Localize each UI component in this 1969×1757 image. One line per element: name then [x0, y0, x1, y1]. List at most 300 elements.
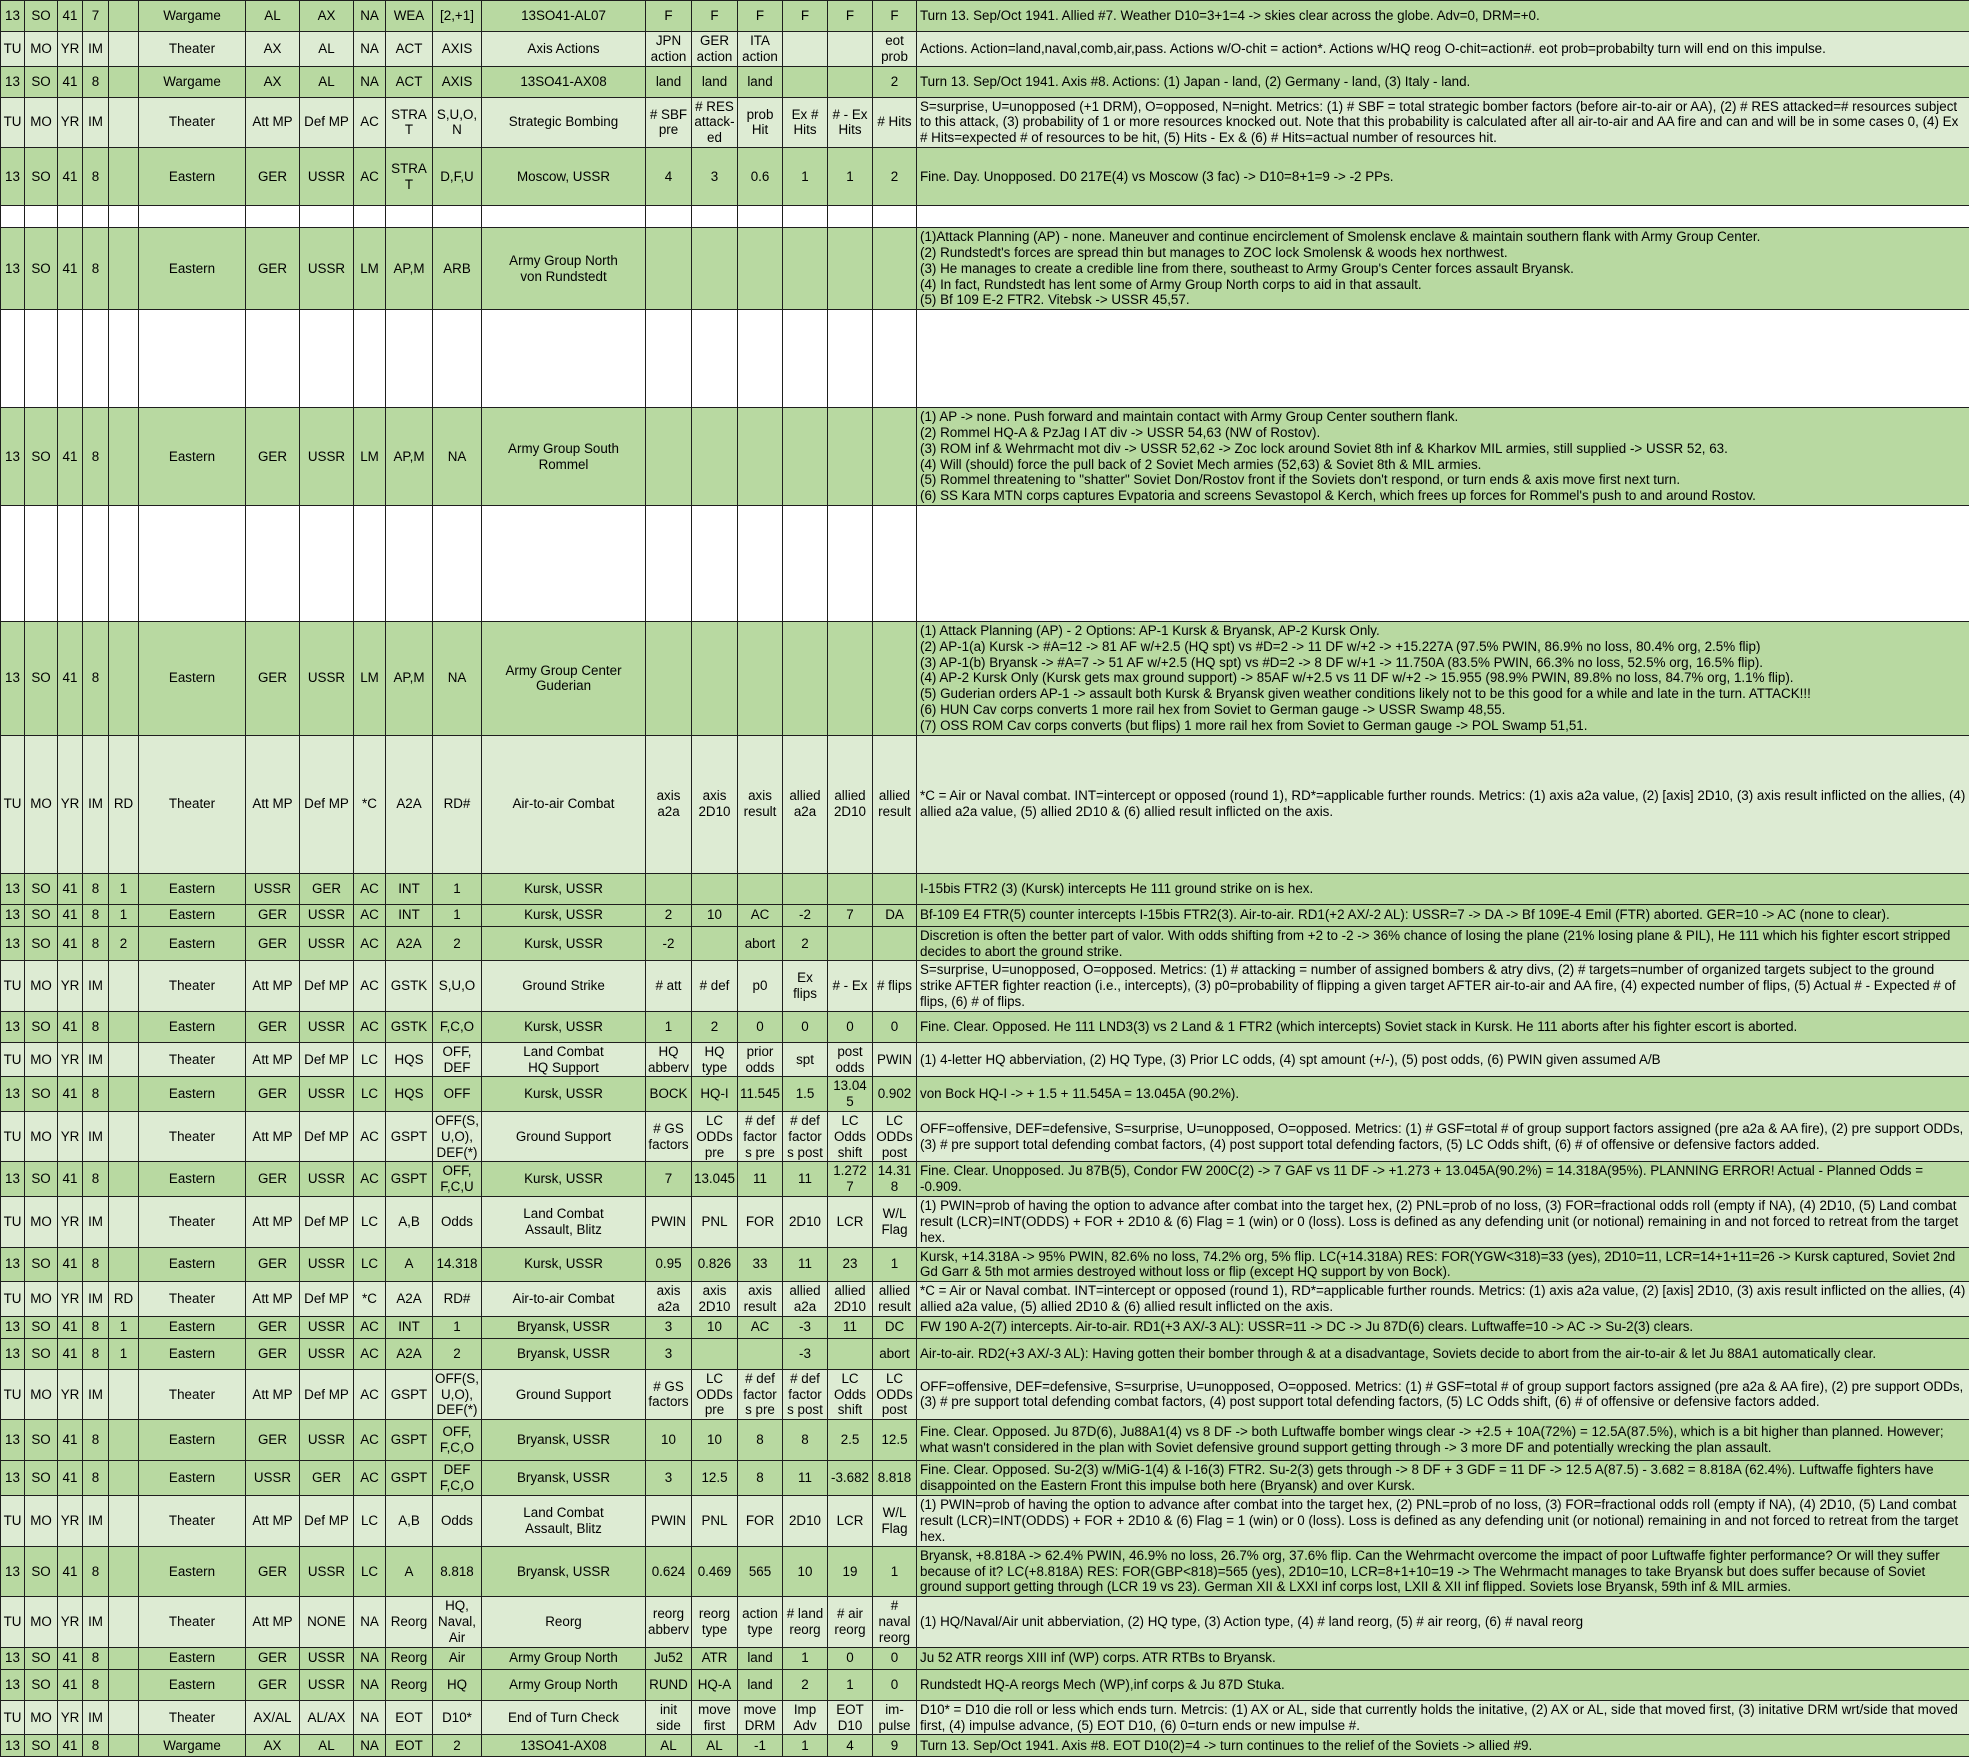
- cell-metric-2[interactable]: [692, 1338, 738, 1369]
- cell-description[interactable]: Kursk, USSR: [482, 1011, 646, 1042]
- cell-metric-2[interactable]: GER action: [692, 32, 738, 67]
- cell-param[interactable]: NA: [433, 622, 482, 736]
- cell-turn[interactable]: TU: [1, 1369, 25, 1419]
- cell-description[interactable]: Army Group North: [482, 1647, 646, 1669]
- cell-metric-6[interactable]: # flips: [873, 961, 917, 1011]
- cell-metric-6[interactable]: [873, 408, 917, 506]
- cell-description[interactable]: Kursk, USSR: [482, 1162, 646, 1197]
- cell-impulse[interactable]: 8: [83, 1011, 109, 1042]
- cell-metric-1[interactable]: [646, 622, 692, 736]
- cell-description[interactable]: Kursk, USSR: [482, 1077, 646, 1112]
- cell-metric-3[interactable]: 33: [738, 1247, 783, 1282]
- cell-param[interactable]: F,C,O: [433, 1011, 482, 1042]
- cell-metric-5[interactable]: [828, 32, 873, 67]
- cell-theater[interactable]: Theater: [139, 1700, 246, 1735]
- cell-param[interactable]: OFF, F,C,U: [433, 1162, 482, 1197]
- cell-metric-5[interactable]: [828, 408, 873, 506]
- cell-month[interactable]: SO: [25, 66, 58, 97]
- cell-month[interactable]: SO: [25, 904, 58, 926]
- cell-turn[interactable]: 13: [1, 1669, 25, 1700]
- cell-action-code[interactable]: [386, 506, 433, 622]
- cell-param[interactable]: AXIS: [433, 32, 482, 67]
- cell-description[interactable]: [482, 506, 646, 622]
- cell-turn[interactable]: 13: [1, 1077, 25, 1112]
- cell-theater[interactable]: Theater: [139, 1112, 246, 1162]
- cell-metric-6[interactable]: 8.818: [873, 1461, 917, 1496]
- cell-year[interactable]: 41: [58, 926, 83, 961]
- cell-year[interactable]: 41: [58, 1669, 83, 1700]
- cell-att-mp[interactable]: GER: [246, 1420, 300, 1461]
- cell-metric-2[interactable]: [692, 926, 738, 961]
- cell-att-mp[interactable]: USSR: [246, 1461, 300, 1496]
- cell-metric-2[interactable]: 0.826: [692, 1247, 738, 1282]
- cell-metric-2[interactable]: HQ-A: [692, 1669, 738, 1700]
- cell-metric-1[interactable]: [646, 408, 692, 506]
- cell-year[interactable]: [58, 506, 83, 622]
- cell-round[interactable]: [109, 206, 139, 228]
- cell-action-code[interactable]: HQS: [386, 1042, 433, 1077]
- cell-param[interactable]: AXIS: [433, 66, 482, 97]
- cell-metric-3[interactable]: prior odds: [738, 1042, 783, 1077]
- cell-metric-5[interactable]: [828, 873, 873, 904]
- cell-description[interactable]: Strategic Bombing: [482, 97, 646, 147]
- cell-theater[interactable]: Wargame: [139, 1735, 246, 1757]
- cell-month[interactable]: MO: [25, 1197, 58, 1247]
- cell-notes[interactable]: (1) PWIN=prob of having the option to advance after combat into the target hex, (2) PNL=prob of no loss, (3) FOR=fractional odds roll (empty if NA), (4) 2D10, (5) Land combat result (LCR)=INT(ODDS) + FOR + 2D10 & (6) Flag = 1 (win) or 0 (loss). Loss is defined as any defending unit (or notional) remaining in and not forced to retreat from the target hex.: [917, 1495, 1969, 1546]
- cell-month[interactable]: SO: [25, 873, 58, 904]
- cell-metric-2[interactable]: HQ-I: [692, 1077, 738, 1112]
- cell-metric-3[interactable]: [738, 228, 783, 310]
- cell-metric-2[interactable]: ATR: [692, 1647, 738, 1669]
- cell-metric-4[interactable]: Ex # Hits: [783, 97, 828, 147]
- cell-def-mp[interactable]: USSR: [300, 1420, 354, 1461]
- cell-def-mp[interactable]: USSR: [300, 408, 354, 506]
- cell-combat-code[interactable]: AC: [354, 961, 386, 1011]
- cell-notes[interactable]: (1) AP -> none. Push forward and maintain contact with Army Group Center southern flank. (2) Rommel HQ-A & PzJag I AT div -> USSR 54,63 (NW of Rostov). (3) ROM inf & Wehrmacht mot div -> USSR 52,62 -> Zoc lock around Soviet 8th inf & Kharkov MIL armies, still supplied -> USSR 52, 63. (4) Will (should) force the pull back of 2 Soviet Mech armies (52,63) & Soviet 8th & MIL armies. (5) Rommel threatening to "shatter" Soviet Don/Rostov front if the Soviets don't respond, or turn ends & axis move first next turn. (6) SS Kara MTN corps captures Evpatoria and screens Sevastopol & Kerch, which frees up forces for Rommel's push to and around Rostov.: [917, 408, 1969, 506]
- cell-metric-1[interactable]: reorg abberv: [646, 1597, 692, 1647]
- cell-def-mp[interactable]: USSR: [300, 622, 354, 736]
- cell-metric-1[interactable]: Ju52: [646, 1647, 692, 1669]
- cell-metric-1[interactable]: [646, 873, 692, 904]
- cell-notes[interactable]: Fine. Clear. Opposed. Su-2(3) w/MiG-1(4) & I-16(3) FTR2. Su-2(3) gets through -> 8 DF + 3 GDF = 11 DF -> 12.5 A(87.5) - 3.682 = 8.818A (62.4%). Luftwaffe fighters have disappointed on the Eastern Front this impulse both here (Bryansk) and over Kursk.: [917, 1461, 1969, 1496]
- cell-metric-4[interactable]: allied a2a: [783, 735, 828, 873]
- cell-round[interactable]: [109, 1420, 139, 1461]
- cell-combat-code[interactable]: LC: [354, 1077, 386, 1112]
- cell-month[interactable]: SO: [25, 148, 58, 206]
- cell-att-mp[interactable]: Att MP: [246, 1369, 300, 1419]
- cell-month[interactable]: SO: [25, 1, 58, 32]
- cell-action-code[interactable]: EOT: [386, 1735, 433, 1757]
- cell-def-mp[interactable]: [300, 206, 354, 228]
- cell-metric-3[interactable]: axis result: [738, 1282, 783, 1317]
- cell-combat-code[interactable]: AC: [354, 904, 386, 926]
- cell-turn[interactable]: 13: [1, 1, 25, 32]
- cell-turn[interactable]: 13: [1, 1420, 25, 1461]
- cell-metric-5[interactable]: 2.5: [828, 1420, 873, 1461]
- cell-metric-4[interactable]: 8: [783, 1420, 828, 1461]
- cell-metric-2[interactable]: 10: [692, 1316, 738, 1338]
- cell-param[interactable]: Odds: [433, 1197, 482, 1247]
- cell-month[interactable]: MO: [25, 1597, 58, 1647]
- cell-year[interactable]: 41: [58, 1338, 83, 1369]
- cell-turn[interactable]: 13: [1, 622, 25, 736]
- cell-def-mp[interactable]: USSR: [300, 1077, 354, 1112]
- cell-theater[interactable]: Theater: [139, 1369, 246, 1419]
- cell-param[interactable]: RD#: [433, 735, 482, 873]
- cell-metric-4[interactable]: 2D10: [783, 1197, 828, 1247]
- cell-param[interactable]: 8.818: [433, 1546, 482, 1596]
- cell-metric-1[interactable]: [646, 228, 692, 310]
- cell-def-mp[interactable]: [300, 506, 354, 622]
- cell-month[interactable]: SO: [25, 1420, 58, 1461]
- cell-metric-4[interactable]: # def factors post: [783, 1112, 828, 1162]
- cell-param[interactable]: HQ: [433, 1669, 482, 1700]
- cell-impulse[interactable]: IM: [83, 1700, 109, 1735]
- cell-att-mp[interactable]: GER: [246, 408, 300, 506]
- cell-att-mp[interactable]: GER: [246, 1669, 300, 1700]
- cell-impulse[interactable]: [83, 206, 109, 228]
- cell-round[interactable]: [109, 228, 139, 310]
- cell-month[interactable]: SO: [25, 228, 58, 310]
- cell-att-mp[interactable]: GER: [246, 148, 300, 206]
- cell-metric-1[interactable]: [646, 506, 692, 622]
- cell-def-mp[interactable]: USSR: [300, 1669, 354, 1700]
- cell-metric-2[interactable]: PNL: [692, 1495, 738, 1546]
- cell-att-mp[interactable]: GER: [246, 1247, 300, 1282]
- cell-def-mp[interactable]: Def MP: [300, 97, 354, 147]
- cell-metric-4[interactable]: [783, 506, 828, 622]
- cell-theater[interactable]: Theater: [139, 961, 246, 1011]
- cell-param[interactable]: OFF(S,U,O), DEF(*): [433, 1369, 482, 1419]
- cell-metric-3[interactable]: ITA action: [738, 32, 783, 67]
- cell-combat-code[interactable]: LC: [354, 1546, 386, 1596]
- cell-combat-code[interactable]: AC: [354, 97, 386, 147]
- cell-att-mp[interactable]: [246, 206, 300, 228]
- cell-impulse[interactable]: 8: [83, 1316, 109, 1338]
- cell-att-mp[interactable]: [246, 506, 300, 622]
- cell-year[interactable]: 41: [58, 228, 83, 310]
- cell-metric-5[interactable]: 4: [828, 1735, 873, 1757]
- cell-att-mp[interactable]: Att MP: [246, 735, 300, 873]
- cell-impulse[interactable]: 8: [83, 873, 109, 904]
- cell-action-code[interactable]: GSPT: [386, 1369, 433, 1419]
- cell-round[interactable]: [109, 622, 139, 736]
- cell-action-code[interactable]: GSPT: [386, 1112, 433, 1162]
- cell-round[interactable]: [109, 148, 139, 206]
- cell-action-code[interactable]: STRAT: [386, 148, 433, 206]
- cell-metric-6[interactable]: [873, 310, 917, 408]
- cell-metric-4[interactable]: [783, 873, 828, 904]
- cell-metric-5[interactable]: -3.682: [828, 1461, 873, 1496]
- cell-description[interactable]: Kursk, USSR: [482, 926, 646, 961]
- cell-year[interactable]: 41: [58, 1011, 83, 1042]
- cell-metric-3[interactable]: AC: [738, 904, 783, 926]
- cell-description[interactable]: 13SO41-AL07: [482, 1, 646, 32]
- cell-metric-1[interactable]: 3: [646, 1338, 692, 1369]
- cell-notes[interactable]: Air-to-air. RD2(+3 AX/-3 AL): Having gotten their bomber through & at a disadvantage, Soviets decide to abort from the air-to-air & let Ju 88A1 automatically clear.: [917, 1338, 1969, 1369]
- cell-description[interactable]: Air-to-air Combat: [482, 735, 646, 873]
- cell-action-code[interactable]: AP,M: [386, 408, 433, 506]
- cell-metric-4[interactable]: -2: [783, 904, 828, 926]
- cell-notes[interactable]: S=surprise, U=unopposed (+1 DRM), O=opposed, N=night. Metrics: (1) # SBF = total strategic bomber factors (before air-to-air or AA), (2) # RES attacked=# resources subject to this attack, (3) probability of 1 or more resources knocked out. Note that this probability is calculated after all air-to-air and AA fire and can and will be in some cases 0, (4) Ex # Hits=expected # of resources to be hit, (5) Hits - Ex & (6) # Hits=actual number of resources hit.: [917, 97, 1969, 147]
- cell-year[interactable]: YR: [58, 1112, 83, 1162]
- cell-month[interactable]: SO: [25, 1647, 58, 1669]
- cell-action-code[interactable]: A: [386, 1247, 433, 1282]
- cell-metric-6[interactable]: [873, 206, 917, 228]
- cell-action-code[interactable]: A,B: [386, 1197, 433, 1247]
- cell-impulse[interactable]: [83, 310, 109, 408]
- cell-round[interactable]: [109, 1247, 139, 1282]
- cell-metric-1[interactable]: PWIN: [646, 1495, 692, 1546]
- cell-impulse[interactable]: 8: [83, 228, 109, 310]
- cell-combat-code[interactable]: *C: [354, 1282, 386, 1317]
- cell-month[interactable]: SO: [25, 1546, 58, 1596]
- cell-param[interactable]: [2,+1]: [433, 1, 482, 32]
- cell-metric-1[interactable]: PWIN: [646, 1197, 692, 1247]
- cell-param[interactable]: RD#: [433, 1282, 482, 1317]
- cell-metric-5[interactable]: [828, 228, 873, 310]
- cell-round[interactable]: [109, 66, 139, 97]
- cell-metric-2[interactable]: [692, 873, 738, 904]
- cell-month[interactable]: SO: [25, 1162, 58, 1197]
- cell-def-mp[interactable]: USSR: [300, 1162, 354, 1197]
- cell-impulse[interactable]: 8: [83, 1669, 109, 1700]
- cell-notes[interactable]: (1)Attack Planning (AP) - none. Maneuver and continue encirclement of Smolensk enclave & maintain southern flank with Army Group Center. (2) Rundstedt's forces are spread thin but manages to ZOC lock Smolensk & woods hex northwest. (3) He manages to create a credible line from there, southeast to Army Group's Center forces assault Bryansk. (4) In fact, Rundstedt has lent some of Army Group North corps to aid in that assault. (5) Bf 109 E-2 FTR2. Vitebsk -> USSR 45,57.: [917, 228, 1969, 310]
- cell-metric-6[interactable]: allied result: [873, 735, 917, 873]
- cell-param[interactable]: NA: [433, 408, 482, 506]
- cell-metric-3[interactable]: [738, 408, 783, 506]
- cell-turn[interactable]: 13: [1, 1647, 25, 1669]
- cell-param[interactable]: [433, 310, 482, 408]
- cell-month[interactable]: MO: [25, 97, 58, 147]
- cell-param[interactable]: [433, 506, 482, 622]
- cell-month[interactable]: SO: [25, 926, 58, 961]
- cell-action-code[interactable]: INT: [386, 1316, 433, 1338]
- cell-def-mp[interactable]: AL: [300, 32, 354, 67]
- cell-theater[interactable]: Eastern: [139, 1669, 246, 1700]
- cell-metric-1[interactable]: -2: [646, 926, 692, 961]
- cell-description[interactable]: Moscow, USSR: [482, 148, 646, 206]
- cell-combat-code[interactable]: LM: [354, 228, 386, 310]
- cell-description[interactable]: Bryansk, USSR: [482, 1316, 646, 1338]
- cell-round[interactable]: [109, 1011, 139, 1042]
- cell-action-code[interactable]: A,B: [386, 1495, 433, 1546]
- cell-year[interactable]: YR: [58, 961, 83, 1011]
- cell-notes[interactable]: von Bock HQ-I -> + 1.5 + 11.545A = 13.045A (90.2%).: [917, 1077, 1969, 1112]
- cell-metric-4[interactable]: Imp Adv: [783, 1700, 828, 1735]
- cell-year[interactable]: YR: [58, 1369, 83, 1419]
- cell-att-mp[interactable]: AX: [246, 66, 300, 97]
- cell-impulse[interactable]: IM: [83, 735, 109, 873]
- cell-metric-3[interactable]: [738, 310, 783, 408]
- cell-action-code[interactable]: INT: [386, 904, 433, 926]
- cell-metric-1[interactable]: HQ abberv: [646, 1042, 692, 1077]
- cell-impulse[interactable]: 8: [83, 1546, 109, 1596]
- cell-metric-1[interactable]: 0.95: [646, 1247, 692, 1282]
- cell-metric-6[interactable]: # Hits: [873, 97, 917, 147]
- cell-combat-code[interactable]: LM: [354, 622, 386, 736]
- cell-metric-4[interactable]: [783, 228, 828, 310]
- cell-month[interactable]: SO: [25, 1338, 58, 1369]
- cell-notes[interactable]: *C = Air or Naval combat. INT=intercept or opposed (round 1), RD*=applicable further rounds. Metrics: (1) axis a2a value, (2) [axis] 2D10, (3) axis result inflicted on the allies, (4) allied a2a value, (5) allied 2D10 & (6) allied result inflicted on the axis.: [917, 1282, 1969, 1317]
- cell-def-mp[interactable]: USSR: [300, 148, 354, 206]
- cell-metric-5[interactable]: 23: [828, 1247, 873, 1282]
- cell-metric-5[interactable]: [828, 66, 873, 97]
- cell-att-mp[interactable]: GER: [246, 622, 300, 736]
- cell-action-code[interactable]: AP,M: [386, 622, 433, 736]
- cell-param[interactable]: S,U,O: [433, 961, 482, 1011]
- cell-def-mp[interactable]: GER: [300, 873, 354, 904]
- cell-metric-4[interactable]: 1: [783, 1647, 828, 1669]
- cell-metric-5[interactable]: LC Odds shift: [828, 1369, 873, 1419]
- cell-round[interactable]: 1: [109, 1338, 139, 1369]
- cell-impulse[interactable]: IM: [83, 1042, 109, 1077]
- cell-metric-2[interactable]: [692, 506, 738, 622]
- cell-year[interactable]: [58, 206, 83, 228]
- cell-metric-1[interactable]: [646, 310, 692, 408]
- cell-turn[interactable]: TU: [1, 1495, 25, 1546]
- cell-turn[interactable]: 13: [1, 1735, 25, 1757]
- cell-def-mp[interactable]: Def MP: [300, 1495, 354, 1546]
- cell-notes[interactable]: (1) PWIN=prob of having the option to advance after combat into the target hex, (2) PNL=prob of no loss, (3) FOR=fractional odds roll (empty if NA), (4) 2D10, (5) Land combat result (LCR)=INT(ODDS) + FOR + 2D10 & (6) Flag = 1 (win) or 0 (loss). Loss is defined as any defending unit (or notional) remaining in and not forced to retreat from the target hex.: [917, 1197, 1969, 1247]
- cell-att-mp[interactable]: AX: [246, 1735, 300, 1757]
- cell-year[interactable]: 41: [58, 873, 83, 904]
- cell-combat-code[interactable]: [354, 206, 386, 228]
- cell-notes[interactable]: OFF=offensive, DEF=defensive, S=surprise, U=unopposed, O=opposed. Metrics: (1) # GSF=total # of group support factors assigned (pre a2a & AA fire), (2) pre support ODDs, (3) # pre support total defending combat factors, (4) post support total defending factors, (5) LC Odds shift, (6) # of offensive or defensive factors added.: [917, 1112, 1969, 1162]
- cell-year[interactable]: 41: [58, 1647, 83, 1669]
- cell-month[interactable]: MO: [25, 1112, 58, 1162]
- cell-combat-code[interactable]: AC: [354, 148, 386, 206]
- cell-metric-1[interactable]: 1: [646, 1011, 692, 1042]
- cell-notes[interactable]: Turn 13. Sep/Oct 1941. Axis #8. Actions: (1) Japan - land, (2) Germany - land, (3) Italy - land.: [917, 66, 1969, 97]
- cell-action-code[interactable]: ACT: [386, 32, 433, 67]
- cell-notes[interactable]: Fine. Clear. Unopposed. Ju 87B(5), Condor FW 200C(2) -> 7 GAF vs 11 DF -> +1.273 + 13.045A(90.2%) = 14.318A(95%). PLANNING ERROR! Actual - Planned Odds = -0.909.: [917, 1162, 1969, 1197]
- cell-combat-code[interactable]: AC: [354, 926, 386, 961]
- cell-def-mp[interactable]: Def MP: [300, 1369, 354, 1419]
- cell-metric-6[interactable]: abort: [873, 1338, 917, 1369]
- cell-theater[interactable]: Theater: [139, 1282, 246, 1317]
- cell-impulse[interactable]: 8: [83, 1247, 109, 1282]
- cell-metric-5[interactable]: F: [828, 1, 873, 32]
- cell-att-mp[interactable]: GER: [246, 1338, 300, 1369]
- cell-round[interactable]: [109, 1597, 139, 1647]
- cell-month[interactable]: [25, 506, 58, 622]
- cell-metric-1[interactable]: land: [646, 66, 692, 97]
- cell-metric-3[interactable]: 0: [738, 1011, 783, 1042]
- cell-combat-code[interactable]: AC: [354, 1369, 386, 1419]
- cell-def-mp[interactable]: USSR: [300, 1338, 354, 1369]
- cell-theater[interactable]: Eastern: [139, 1461, 246, 1496]
- cell-notes[interactable]: OFF=offensive, DEF=defensive, S=surprise, U=unopposed, O=opposed. Metrics: (1) # GSF=total # of group support factors assigned (pre a2a & AA fire), (2) pre support ODDs, (3) # pre support total defending combat factors, (4) post support total defending factors, (5) LC Odds shift, (6) # of offensive or defensive factors added.: [917, 1369, 1969, 1419]
- cell-param[interactable]: 14.318: [433, 1247, 482, 1282]
- cell-impulse[interactable]: 8: [83, 1735, 109, 1757]
- cell-year[interactable]: 41: [58, 1162, 83, 1197]
- cell-turn[interactable]: 13: [1, 1338, 25, 1369]
- cell-theater[interactable]: Eastern: [139, 622, 246, 736]
- cell-combat-code[interactable]: NA: [354, 32, 386, 67]
- cell-round[interactable]: 2: [109, 926, 139, 961]
- cell-metric-5[interactable]: EOT D10: [828, 1700, 873, 1735]
- cell-metric-3[interactable]: AC: [738, 1316, 783, 1338]
- cell-metric-4[interactable]: [783, 310, 828, 408]
- cell-turn[interactable]: 13: [1, 873, 25, 904]
- cell-metric-3[interactable]: axis result: [738, 735, 783, 873]
- cell-metric-5[interactable]: 13.045: [828, 1077, 873, 1112]
- cell-metric-1[interactable]: # att: [646, 961, 692, 1011]
- cell-month[interactable]: MO: [25, 1495, 58, 1546]
- cell-turn[interactable]: TU: [1, 1282, 25, 1317]
- cell-metric-3[interactable]: 11: [738, 1162, 783, 1197]
- cell-theater[interactable]: Eastern: [139, 1338, 246, 1369]
- cell-att-mp[interactable]: AL: [246, 1, 300, 32]
- cell-metric-1[interactable]: # GS factors: [646, 1369, 692, 1419]
- cell-def-mp[interactable]: Def MP: [300, 1112, 354, 1162]
- cell-turn[interactable]: 13: [1, 904, 25, 926]
- cell-round[interactable]: [109, 1495, 139, 1546]
- cell-turn[interactable]: TU: [1, 961, 25, 1011]
- cell-turn[interactable]: TU: [1, 1700, 25, 1735]
- cell-metric-6[interactable]: [873, 926, 917, 961]
- cell-year[interactable]: YR: [58, 1197, 83, 1247]
- cell-notes[interactable]: Fine. Day. Unopposed. D0 217E(4) vs Moscow (3 fac) -> D10=8+1=9 -> -2 PPs.: [917, 148, 1969, 206]
- cell-metric-5[interactable]: post odds: [828, 1042, 873, 1077]
- cell-description[interactable]: 13SO41-AX08: [482, 1735, 646, 1757]
- cell-metric-6[interactable]: im-pulse: [873, 1700, 917, 1735]
- cell-metric-3[interactable]: FOR: [738, 1495, 783, 1546]
- cell-metric-2[interactable]: [692, 622, 738, 736]
- cell-metric-3[interactable]: 565: [738, 1546, 783, 1596]
- cell-year[interactable]: YR: [58, 97, 83, 147]
- cell-round[interactable]: [109, 1700, 139, 1735]
- cell-combat-code[interactable]: [354, 506, 386, 622]
- cell-month[interactable]: MO: [25, 32, 58, 67]
- cell-action-code[interactable]: A2A: [386, 1282, 433, 1317]
- cell-notes[interactable]: Rundstedt HQ-A reorgs Mech (WP),inf corps & Ju 87D Stuka.: [917, 1669, 1969, 1700]
- cell-att-mp[interactable]: AX: [246, 32, 300, 67]
- cell-def-mp[interactable]: NONE: [300, 1597, 354, 1647]
- cell-turn[interactable]: [1, 206, 25, 228]
- cell-notes[interactable]: [917, 310, 1969, 408]
- cell-metric-2[interactable]: [692, 408, 738, 506]
- cell-round[interactable]: [109, 1647, 139, 1669]
- cell-att-mp[interactable]: Att MP: [246, 1197, 300, 1247]
- cell-combat-code[interactable]: NA: [354, 1, 386, 32]
- cell-metric-3[interactable]: [738, 873, 783, 904]
- cell-metric-2[interactable]: AL: [692, 1735, 738, 1757]
- cell-metric-6[interactable]: 14.318: [873, 1162, 917, 1197]
- cell-action-code[interactable]: A2A: [386, 926, 433, 961]
- cell-year[interactable]: 41: [58, 1420, 83, 1461]
- cell-metric-1[interactable]: AL: [646, 1735, 692, 1757]
- cell-year[interactable]: 41: [58, 1, 83, 32]
- cell-def-mp[interactable]: USSR: [300, 1546, 354, 1596]
- cell-impulse[interactable]: 8: [83, 1077, 109, 1112]
- cell-combat-code[interactable]: LC: [354, 1495, 386, 1546]
- cell-impulse[interactable]: IM: [83, 1597, 109, 1647]
- cell-round[interactable]: [109, 1042, 139, 1077]
- cell-notes[interactable]: [917, 206, 1969, 228]
- cell-metric-5[interactable]: allied 2D10: [828, 1282, 873, 1317]
- cell-year[interactable]: YR: [58, 1700, 83, 1735]
- cell-metric-6[interactable]: 0: [873, 1647, 917, 1669]
- cell-combat-code[interactable]: LC: [354, 1197, 386, 1247]
- cell-year[interactable]: YR: [58, 1495, 83, 1546]
- cell-action-code[interactable]: GSPT: [386, 1162, 433, 1197]
- cell-theater[interactable]: Theater: [139, 32, 246, 67]
- cell-description[interactable]: Kursk, USSR: [482, 873, 646, 904]
- cell-description[interactable]: Land Combat Assault, Blitz: [482, 1197, 646, 1247]
- cell-combat-code[interactable]: LM: [354, 408, 386, 506]
